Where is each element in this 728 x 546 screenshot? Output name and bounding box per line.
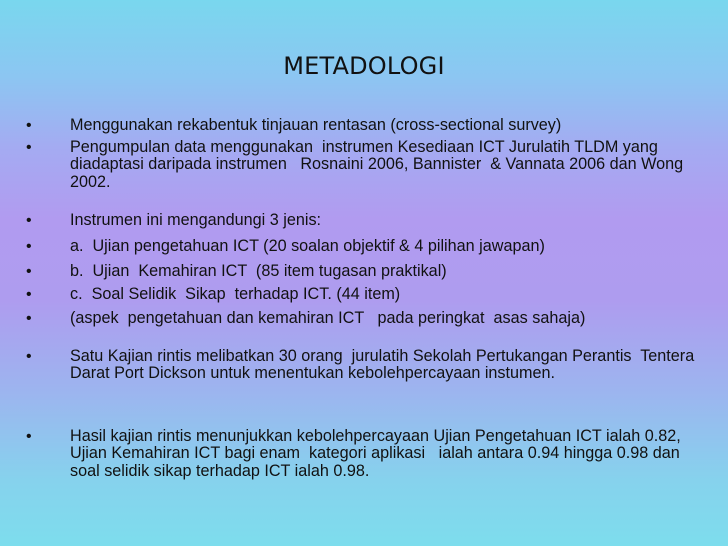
bullet-marker: • <box>26 348 32 365</box>
bullet-text: Menggunakan rekabentuk tinjauan rentasan (cross-sectional survey) <box>70 116 562 134</box>
bullet-text: (aspek pengetahuan dan kemahiran ICT pada peringkat asas sahaja) <box>70 309 586 327</box>
bullet-text: c. Soal Selidik Sikap terhadap ICT. (44 item) <box>70 285 401 303</box>
bullet-marker: • <box>26 117 32 134</box>
bullet-text: Hasil kajian rintis menunjukkan kebolehpercayaan Ujian Pengetahuan ICT ialah 0.82, Ujian Kemahiran ICT bagi enam kategori aplikasi ialah antara 0.94 hingga 0.98 dan soal selidik sikap terhadap ICT ialah 0.98. <box>70 427 686 480</box>
bullet-text: a. Ujian pengetahuan ICT (20 soalan objektif & 4 pilihan jawapan) <box>70 237 545 255</box>
bullet-marker: • <box>26 212 32 229</box>
bullet-marker: • <box>26 310 32 327</box>
bullet-marker: • <box>26 263 32 280</box>
bullet-marker: • <box>26 428 32 445</box>
slide-title: METADOLOGI <box>283 52 445 80</box>
bullet-marker: • <box>26 286 32 303</box>
bullet-text: Instrumen ini mengandungi 3 jenis: <box>70 211 322 229</box>
bullet-text: Satu Kajian rintis melibatkan 30 orang jurulatih Sekolah Pertukangan Perantis Tentera Darat Port Dickson untuk menentukan kebolehpercayaan instumen. <box>70 347 699 383</box>
bullet-text: Pengumpulan data menggunakan instrumen Kesediaan ICT Jurulatih TLDM yang diadaptasi daripada instrumen Rosnaini 2006, Bannister & Vannata 2006 dan Wong 2002. <box>70 138 688 191</box>
bullet-text: b. Ujian Kemahiran ICT (85 item tugasan praktikal) <box>70 262 447 280</box>
bullet-marker: • <box>26 238 32 255</box>
bullet-marker: • <box>26 139 32 156</box>
